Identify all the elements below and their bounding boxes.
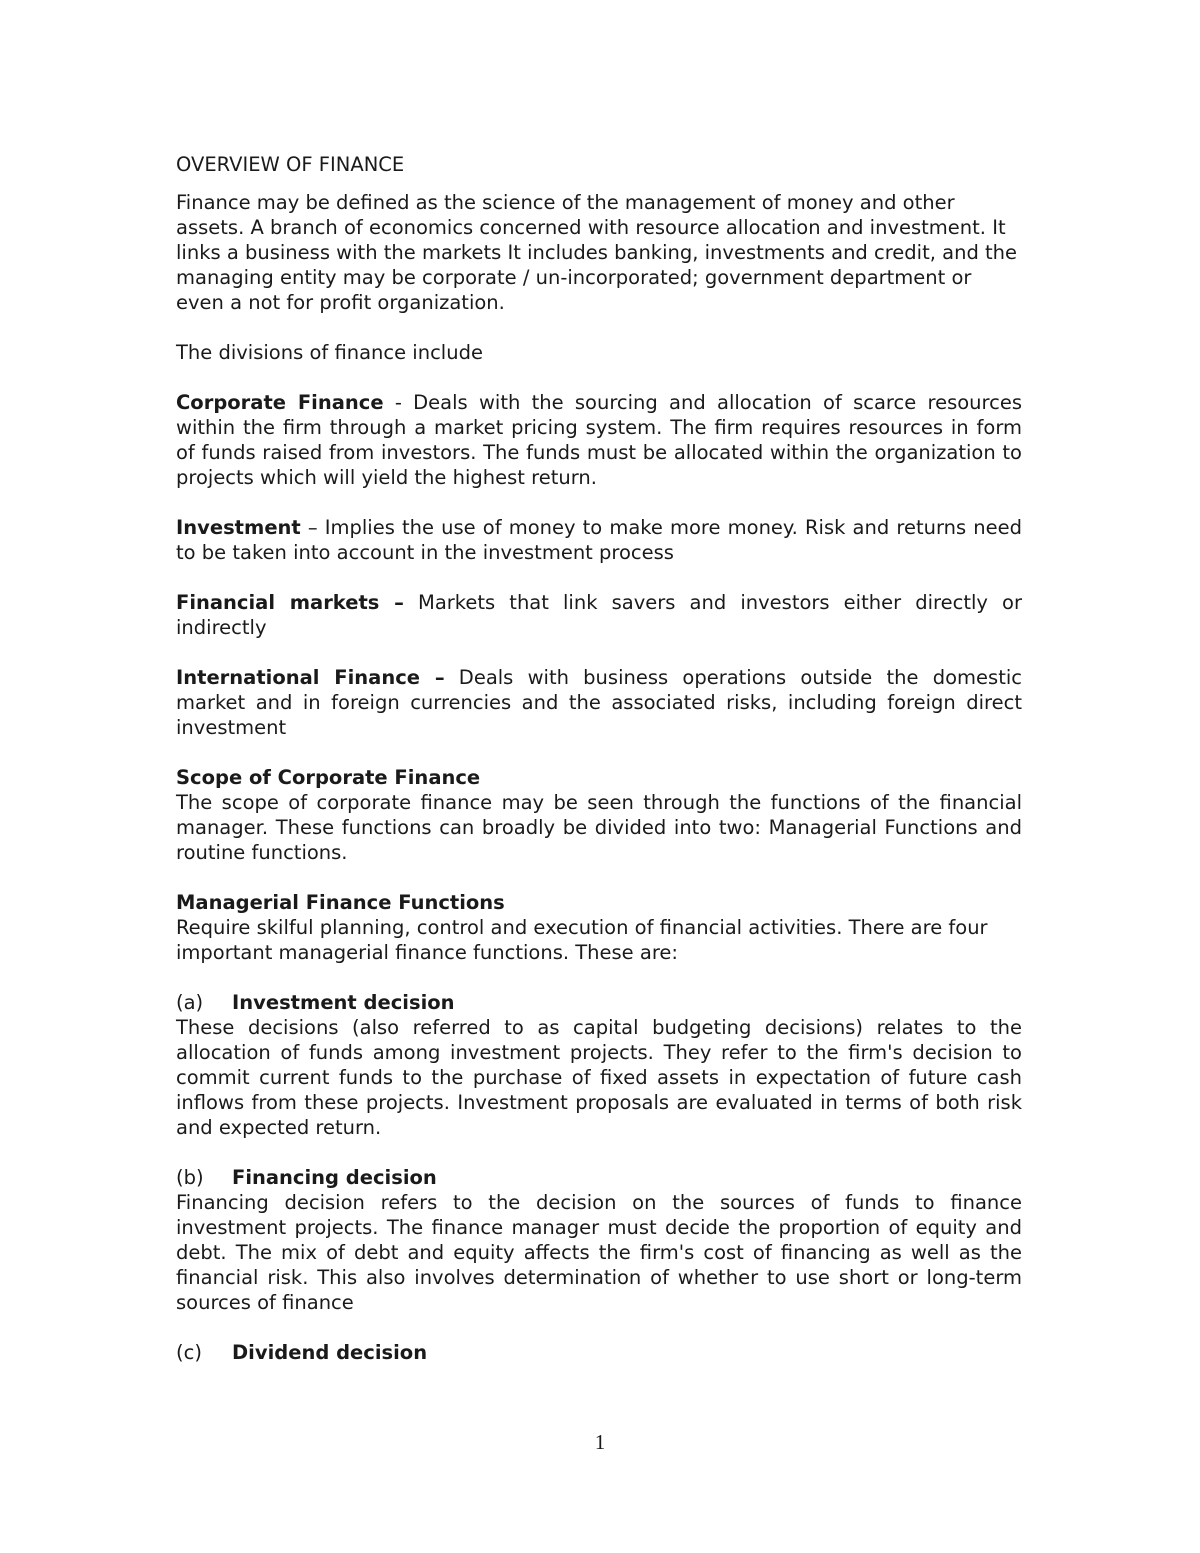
decision-financing — [176, 1165, 1022, 1315]
scope-text: The scope of corporate finance may be seen through the functions of the financial manager. These functions can broadly be divided into two: Managerial Functions and routine functions. — [176, 791, 1022, 864]
page-number: 1 — [594, 1430, 606, 1454]
decision-letter: (b) — [176, 1166, 204, 1189]
scope-heading: Scope of Corporate Finance — [176, 766, 481, 789]
division-text: Deals with business operations outside the domestic market and in foreign currencies and the associated risks, including foreign direct investment — [176, 666, 1022, 739]
decision-title: Dividend decision — [232, 1341, 428, 1364]
division-term: Financial markets – — [176, 591, 404, 614]
decision-title: Financing decision — [232, 1166, 437, 1189]
division-corporate-finance — [176, 390, 1022, 490]
document-page — [176, 150, 1022, 1390]
division-international-finance — [176, 665, 1022, 740]
division-text: - Deals with the sourcing and allocation of scarce resources within the firm through a market pricing system. The firm requires resources in form of funds raised from investors. The funds must be allocated within the organization to projects which will yield the highest return. — [176, 391, 1022, 489]
page-title: OVERVIEW OF FINANCE — [176, 153, 405, 176]
decision-heading — [176, 1165, 1022, 1190]
division-term: International Finance – — [176, 666, 445, 689]
intro-paragraph: Finance may be defined as the science of the management of money and other assets. A branch of economics concerned with resource allocation and investment. It links a business with the markets It includes banking, investments and credit, and the managing entity may be corporate / un-incorporated; government department or even a not for profit organization. — [176, 191, 1018, 314]
scope-section — [176, 765, 1022, 865]
division-investment — [176, 515, 1022, 565]
divisions-intro: The divisions of finance include — [176, 341, 483, 364]
decision-heading — [176, 1340, 1022, 1365]
decision-title: Investment decision — [232, 991, 455, 1014]
division-term: Investment — [176, 516, 301, 539]
decision-dividend — [176, 1340, 1022, 1365]
division-text: – Implies the use of money to make more money. Risk and returns need to be taken into account in the investment process — [176, 516, 1022, 564]
division-term: Corporate Finance — [176, 391, 384, 414]
decision-text: Financing decision refers to the decision on the sources of funds to finance investment projects. The finance manager must decide the proportion of equity and debt. The mix of debt and equity affects the firm's cost of financing as well as the financial risk. This also involves determination of whether to use short or long-term sources of finance — [176, 1191, 1022, 1314]
managerial-section — [176, 890, 1022, 965]
decision-heading — [176, 990, 1022, 1015]
division-text: Markets that link savers and investors either directly or indirectly — [176, 591, 1022, 639]
division-financial-markets — [176, 590, 1022, 640]
decision-letter: (a) — [176, 991, 204, 1014]
decision-investment — [176, 990, 1022, 1140]
decision-letter: (c) — [176, 1341, 202, 1364]
decision-text: These decisions (also referred to as capital budgeting decisions) relates to the allocation of funds among investment projects. They refer to the firm's decision to commit current funds to the purchase of fixed assets in expectation of future cash inflows from these projects. Investment proposals are evaluated in terms of both risk and expected return. — [176, 1016, 1022, 1139]
managerial-heading: Managerial Finance Functions — [176, 891, 505, 914]
managerial-text: Require skilful planning, control and execution of financial activities. There are four important managerial finance functions. These are: — [176, 916, 988, 964]
